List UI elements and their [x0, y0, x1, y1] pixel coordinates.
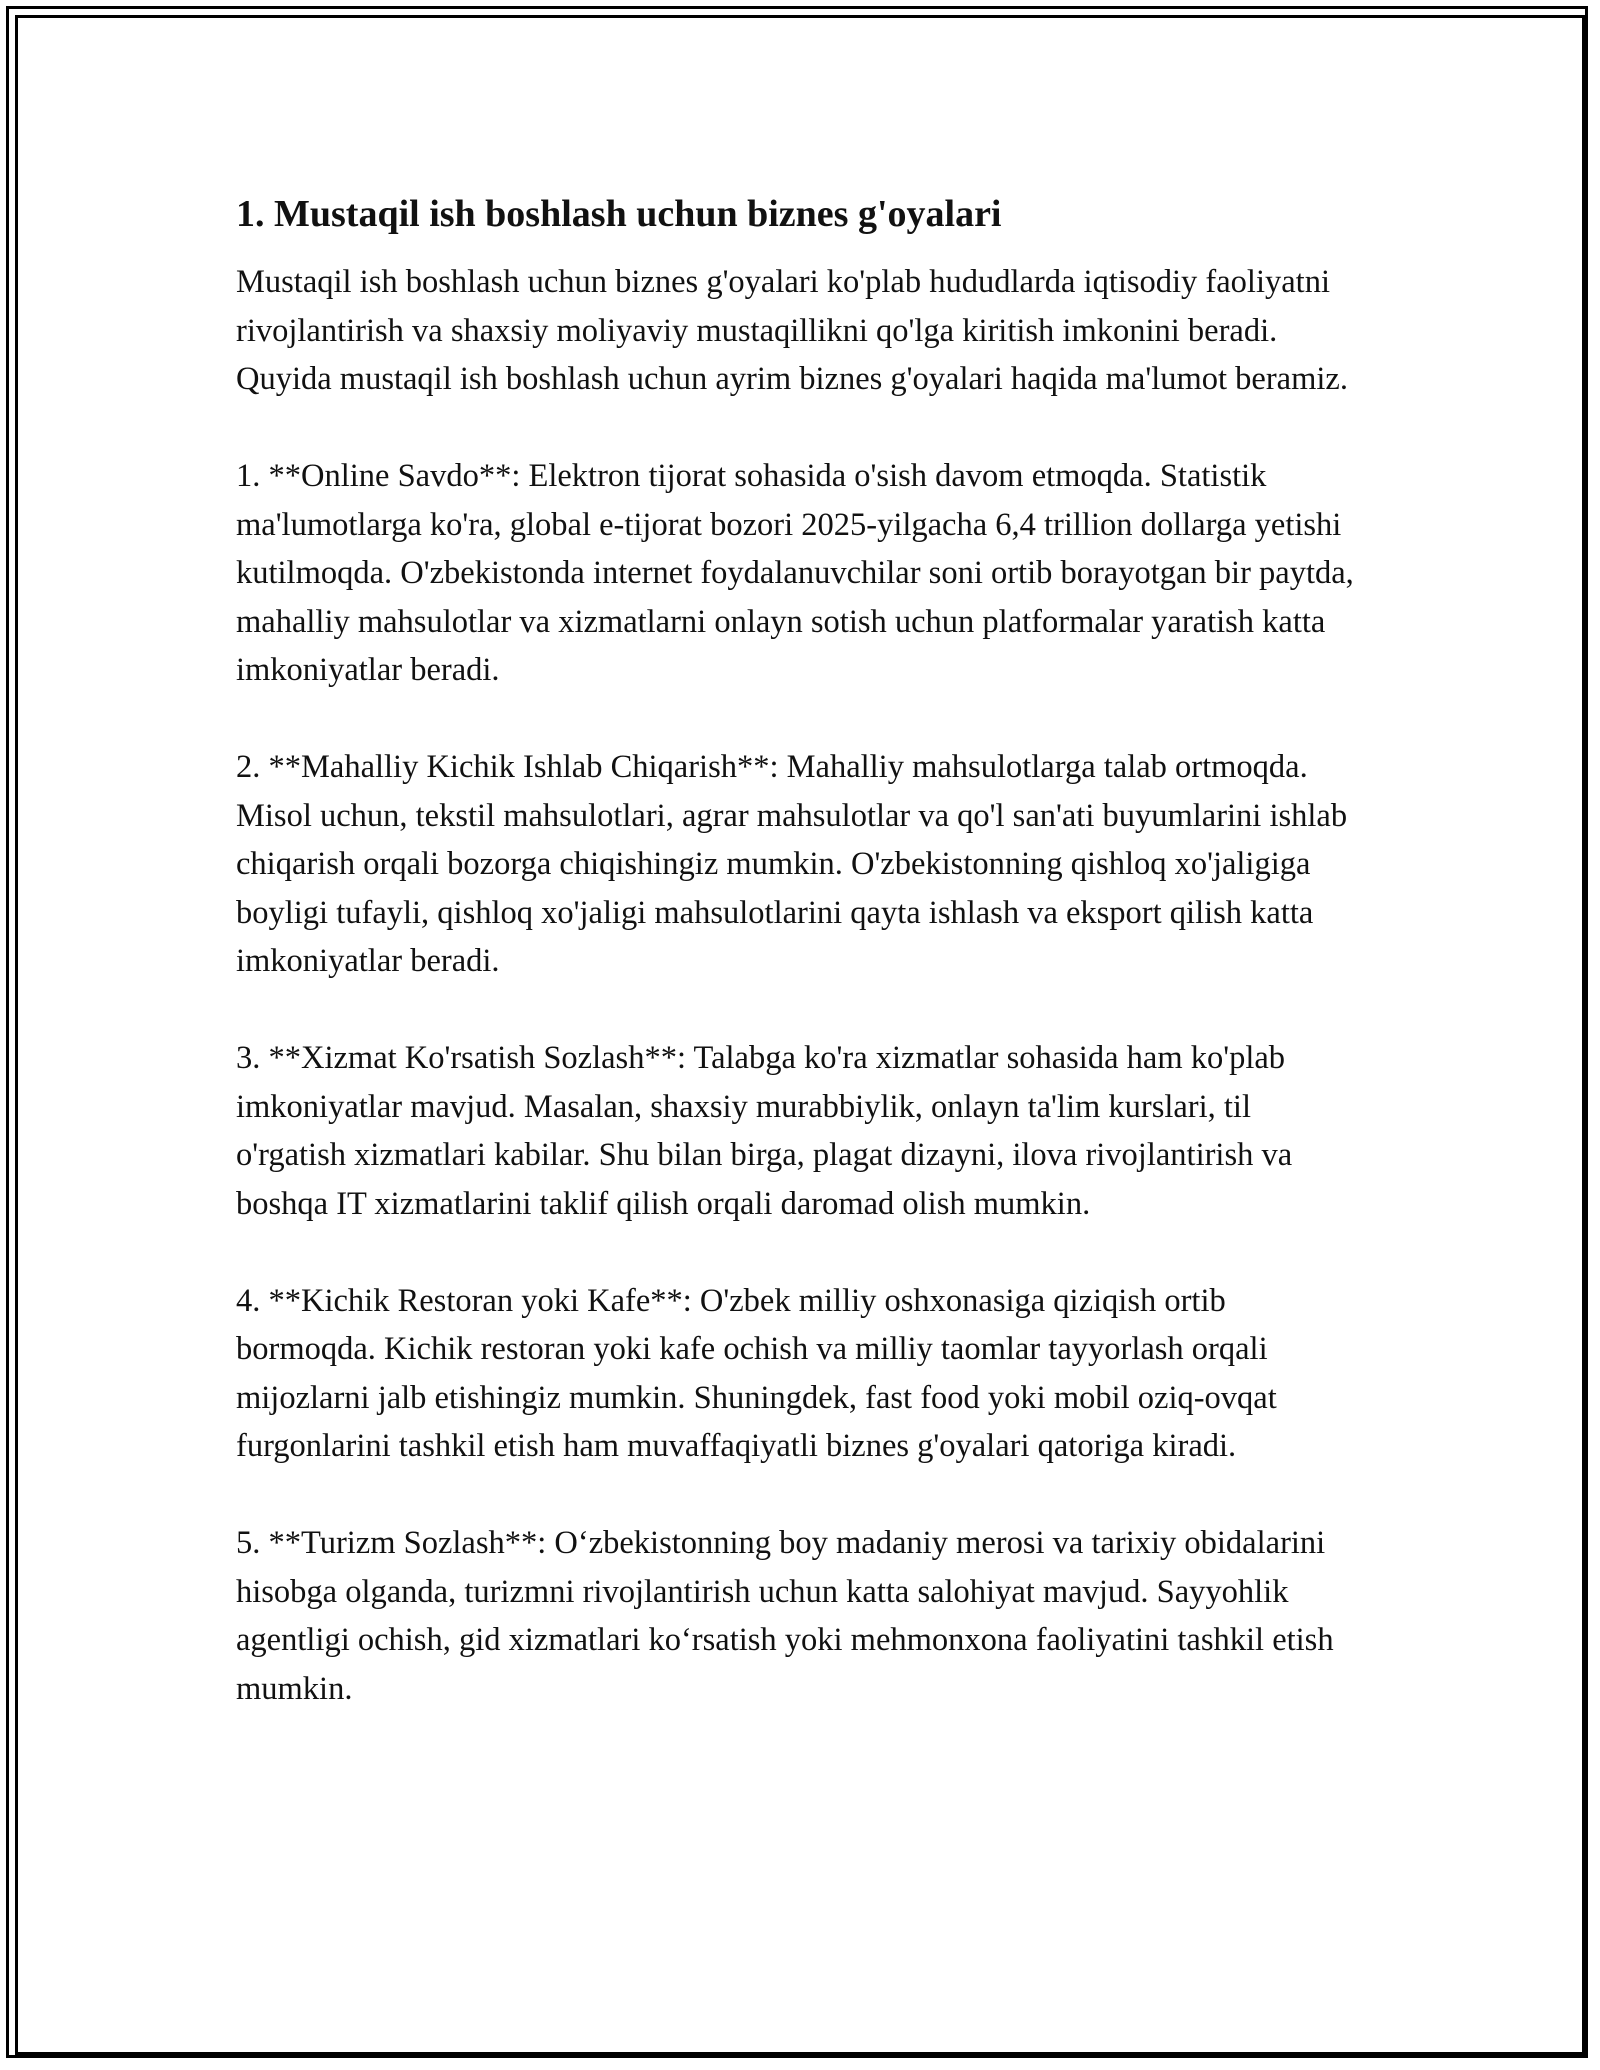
- section-heading: 1. Mustaqil ish boshlash uchun biznes g'oyalari: [236, 193, 1002, 235]
- idea-paragraph-kichik-ishlab-chiqarish: 2. **Mahalliy Kichik Ishlab Chiqarish**: Mahalliy mahsulotlarga talab ortmoqda. Misol uchun, tekstil mahsulotlari, agrar mahsulotlar va qo'l san'ati buyumlarini ishlab chiqarish orqali bozorga chiqishingiz mumkin. O'zbekistonning qishloq xo'jaligiga boyligi tufayli, qishloq xo'jaligi mahsulotlarini qayta ishlash va eksport qilish katta imkoniyatlar beradi.: [236, 749, 1348, 979]
- intro-paragraph: Mustaqil ish boshlash uchun biznes g'oyalari ko'plab hududlarda iqtisodiy faoliyatni rivojlantirish va shaxsiy moliyaviy mustaqillikni qo'lga kiritish imkonini beradi. Quyida mustaqil ish boshlash uchun ayrim biznes g'oyalari haqida ma'lumot beramiz.: [236, 264, 1348, 397]
- idea-paragraph-turizm: 5. **Turizm Sozlash**: O‘zbekistonning boy madaniy merosi va tarixiy obidalarini hisobga olganda, turizmni rivojlantirish uchun katta salohiyat mavjud. Sayyohlik agentligi ochish, gid xizmatlari ko‘rsatish yoki mehmonxona faoliyatini tashkil etish mumkin.: [236, 1525, 1334, 1707]
- idea-paragraph-xizmat-korsatish: 3. **Xizmat Ko'rsatish Sozlash**: Talabga ko'ra xizmatlar sohasida ham ko'plab imkoniyatlar mavjud. Masalan, shaxsiy murabbiylik, onlayn ta'lim kurslari, til o'rgatish xizmatlari kabilar. Shu bilan birga, plagat dizayni, ilova rivojlantirish va boshqa IT xizmatlarini taklif qilish orqali daromad olish mumkin.: [236, 1040, 1293, 1222]
- document-body: [236, 188, 1366, 1762]
- idea-paragraph-online-savdo: 1. **Online Savdo**: Elektron tijorat sohasida o'sish davom etmoqda. Statistik ma'lumotlarga ko'ra, global e-tijorat bozori 2025-yilgacha 6,4 trillion dollarga yetishi kutilmoqda. O'zbekistonda internet foydalanuvchilar soni ortib borayotgan bir paytda, mahalliy mahsulotlar va xizmatlarni onlayn sotish uchun platformalar yaratish katta imkoniyatlar beradi.: [236, 458, 1354, 688]
- idea-paragraph-restoran-kafe: 4. **Kichik Restoran yoki Kafe**: O'zbek milliy oshxonasiga qiziqish ortib bormoqda. Kichik restoran yoki kafe ochish va milliy taomlar tayyorlash orqali mijozlarni jalb etishingiz mumkin. Shuningdek, fast food yoki mobil oziq-ovqat furgonlarini tashkil etish ham muvaffaqiyatli biznes g'oyalari qatoriga kiradi.: [236, 1282, 1277, 1464]
